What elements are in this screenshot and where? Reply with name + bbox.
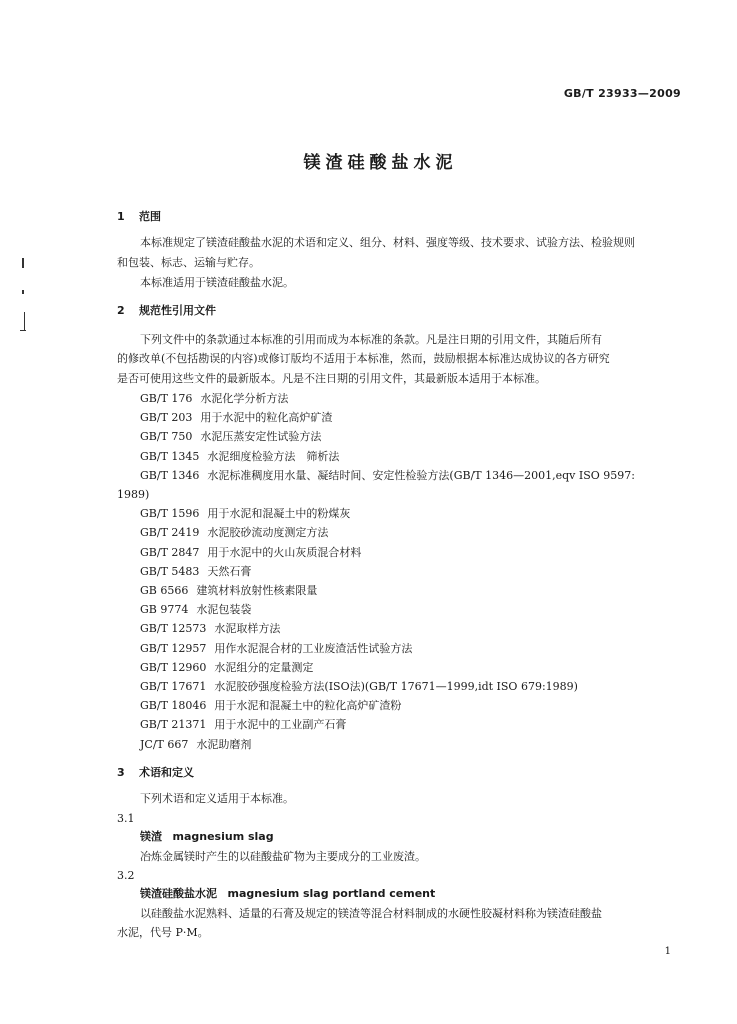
reference-item — [140, 507, 350, 521]
reference-title: 用于水泥中的工业副产石膏 — [214, 718, 347, 732]
reference-item — [140, 603, 251, 617]
reference-item — [140, 392, 288, 406]
reference-item — [140, 469, 635, 483]
reference-item — [140, 411, 332, 425]
reference-item — [140, 450, 339, 464]
term-english: magnesium slag — [172, 830, 274, 843]
paragraph-line: 本标准适用于镁渣硅酸盐水泥。 — [140, 276, 294, 289]
reference-code: GB/T 1346 — [140, 468, 200, 482]
reference-title: 水泥细度检验方法 筛析法 — [207, 449, 340, 463]
reference-title: 水泥化学分析方法 — [200, 392, 289, 405]
paragraph-line: 的修改单(不包括勘误的内容)或修订版均不适用于本标准，然而，鼓励根据本标准达成协议的各方研究 — [117, 352, 610, 365]
section-3-heading — [117, 764, 194, 780]
reference-code: GB/T 12957 — [140, 641, 207, 655]
section-title: 规范性引用文件 — [139, 304, 216, 317]
term-definition: 冶炼金属镁时产生的以硅酸盐矿物为主要成分的工业废渣。 — [140, 850, 426, 863]
reference-code: GB 6566 — [140, 584, 189, 597]
reference-item — [140, 718, 346, 732]
reference-code: GB/T 5483 — [140, 564, 200, 578]
scan-mark — [20, 330, 26, 331]
reference-code: GB/T 18046 — [140, 699, 207, 713]
paragraph-line: 下列术语和定义适用于本标准。 — [140, 792, 294, 805]
reference-title: 1989) — [117, 488, 150, 501]
term-number: 3.2 — [117, 869, 135, 882]
reference-title: 水泥标准稠度用水量、凝结时间、安定性检验方法(GB/T 1346—2001,eqv ISO 9597: — [207, 468, 635, 482]
reference-title: 天然石膏 — [207, 564, 252, 578]
reference-title: 用于水泥和混凝土中的粉煤灰 — [207, 507, 351, 521]
section-number: 2 — [117, 304, 125, 317]
reference-title: 用于水泥和混凝土中的粒化高炉矿渣粉 — [214, 699, 402, 713]
paragraph-line: 和包装、标志、运输与贮存。 — [117, 256, 260, 269]
reference-code: JC/T 667 — [140, 737, 189, 751]
section-number: 3 — [117, 766, 125, 779]
reference-item — [140, 622, 280, 636]
term-english: magnesium slag portland cement — [227, 887, 436, 900]
reference-item — [140, 430, 321, 444]
reference-title: 水泥包装袋 — [196, 603, 252, 617]
reference-item — [140, 699, 401, 713]
reference-item — [140, 680, 578, 694]
paragraph-line: 是否可使用这些文件的最新版本。凡是不注日期的引用文件，其最新版本适用于本标准。 — [117, 372, 546, 385]
reference-title: 建筑材料放射性核素限量 — [196, 584, 318, 597]
reference-item — [140, 661, 313, 675]
section-title: 范围 — [139, 210, 161, 223]
reference-item — [140, 546, 361, 560]
scan-mark — [24, 312, 25, 330]
term-heading — [140, 830, 274, 844]
term-chinese: 镁渣硅酸盐水泥 — [140, 887, 217, 900]
reference-item — [117, 488, 149, 502]
term-definition: 水泥，代号 P·M。 — [117, 926, 209, 939]
reference-title: 水泥胶砂强度检验方法(ISO法)(GB/T 17671—1999,idt ISO 679:1989) — [214, 680, 578, 693]
reference-title: 水泥取样方法 — [214, 622, 281, 636]
page-number: 1 — [664, 946, 671, 957]
reference-code: GB/T 750 — [140, 430, 193, 444]
term-chinese: 镁渣 — [140, 830, 162, 843]
paragraph-line: 本标准规定了镁渣硅酸盐水泥的术语和定义、组分、材料、强度等级、技术要求、试验方法、检验规则 — [140, 236, 635, 249]
section-number: 1 — [117, 210, 125, 223]
reference-item — [140, 565, 251, 579]
reference-code: GB/T 12960 — [140, 660, 207, 674]
reference-title: 用于水泥中的火山灰质混合材料 — [207, 545, 362, 559]
scan-mark — [22, 258, 24, 268]
reference-code: GB/T 176 — [140, 392, 193, 405]
reference-code: GB/T 17671 — [140, 680, 207, 693]
reference-code: GB/T 21371 — [140, 718, 207, 732]
reference-title: 水泥组分的定量测定 — [214, 660, 314, 674]
reference-title: 用作水泥混合材的工业废渣活性试验方法 — [214, 641, 413, 655]
reference-title: 用于水泥中的粒化高炉矿渣 — [200, 411, 333, 425]
reference-item — [140, 584, 317, 598]
reference-item — [140, 642, 412, 656]
reference-title: 水泥助磨剂 — [196, 737, 252, 751]
reference-code: GB/T 1596 — [140, 507, 200, 521]
scan-mark — [22, 290, 24, 294]
reference-code: GB/T 1345 — [140, 449, 200, 463]
document-title: 镁渣硅酸盐水泥 — [303, 153, 458, 173]
reference-item — [140, 526, 328, 540]
reference-title: 水泥压蒸安定性试验方法 — [200, 430, 322, 444]
reference-code: GB/T 12573 — [140, 622, 207, 636]
section-1-heading — [117, 208, 161, 224]
term-definition: 以硅酸盐水泥熟料、适量的石膏及规定的镁渣等混合材料制成的水硬性胶凝材料称为镁渣硅酸盐 — [140, 907, 602, 920]
reference-code: GB/T 2419 — [140, 526, 200, 540]
section-title: 术语和定义 — [139, 766, 194, 779]
reference-code: GB/T 2847 — [140, 545, 200, 559]
reference-title: 水泥胶砂流动度测定方法 — [207, 526, 329, 540]
term-number: 3.1 — [117, 812, 135, 825]
reference-code: GB 9774 — [140, 603, 189, 617]
section-2-heading — [117, 302, 216, 318]
reference-item — [140, 738, 251, 752]
reference-code: GB/T 203 — [140, 411, 193, 425]
term-heading — [140, 887, 435, 901]
paragraph-line: 下列文件中的条款通过本标准的引用而成为本标准的条款。凡是注日期的引用文件，其随后所有 — [140, 333, 602, 346]
standard-number: GB/T 23933—2009 — [563, 87, 681, 100]
